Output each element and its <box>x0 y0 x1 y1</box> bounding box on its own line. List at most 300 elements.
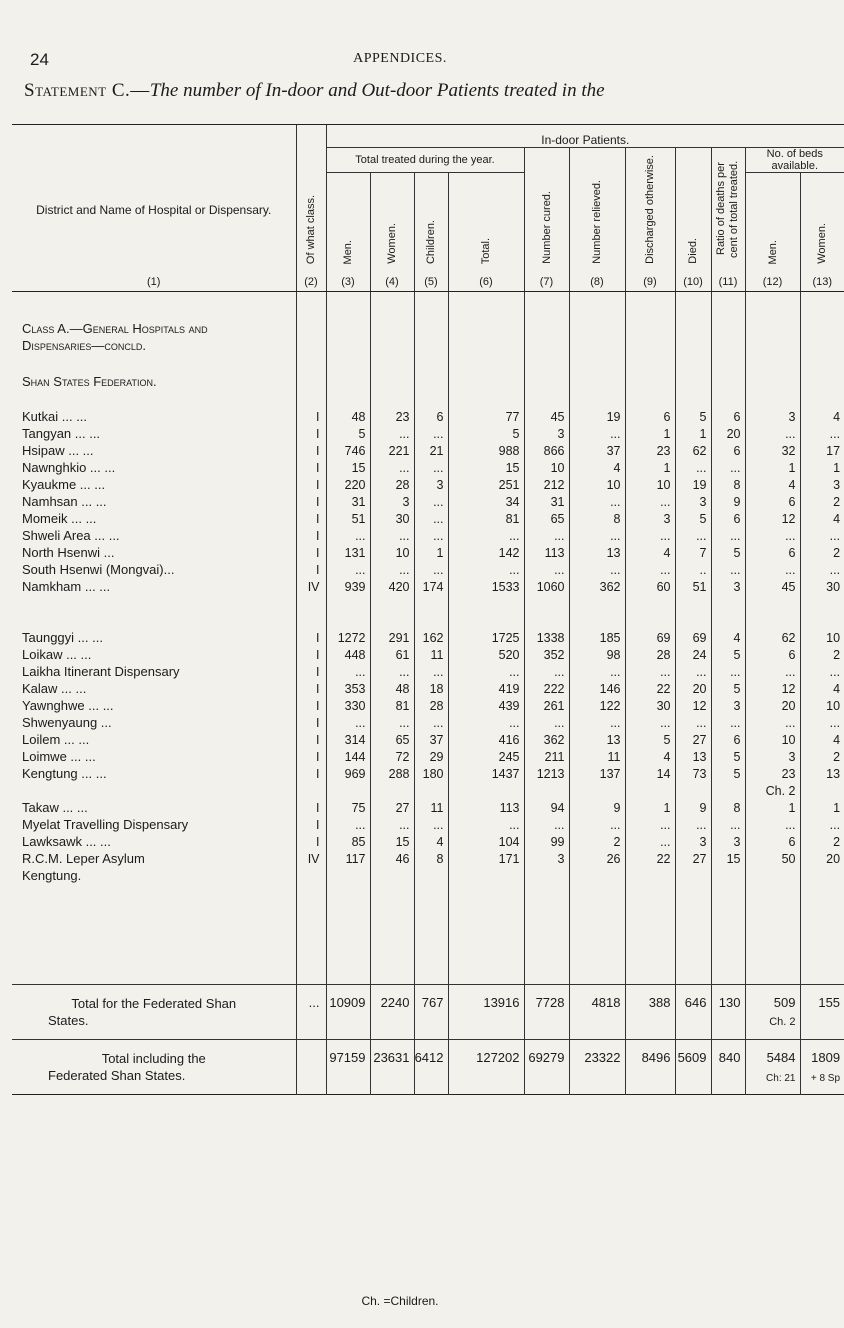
table-cell: ... <box>800 816 844 833</box>
table-cell: 113 <box>524 544 569 561</box>
table-cell: 185 <box>569 629 625 646</box>
table-cell: 27 <box>370 799 414 816</box>
table-cell: 98 <box>569 646 625 663</box>
table-cell: ... <box>370 425 414 442</box>
table-cell: 11 <box>414 799 448 816</box>
table-cell: 353 <box>326 680 370 697</box>
total-cell: 388 <box>648 995 671 1010</box>
table-cell: 1533 <box>448 578 524 595</box>
table-cell: 352 <box>524 646 569 663</box>
table-cell: 171 <box>448 850 524 867</box>
table-cell: 48 <box>370 680 414 697</box>
table-cell: 3 <box>711 697 745 714</box>
table-cell: ... <box>370 527 414 544</box>
table-cell: 15 <box>370 833 414 850</box>
col-cured-header: Number cured. <box>540 191 553 264</box>
table-cell: I <box>296 799 326 816</box>
table-cell: ... <box>448 816 524 833</box>
table-body <box>12 292 844 1095</box>
total-cell: 127202 <box>476 1050 520 1065</box>
spacer-row <box>12 884 844 985</box>
table-cell: 7 <box>675 544 711 561</box>
col-number: (5) <box>414 273 448 292</box>
table-cell: 314 <box>326 731 370 748</box>
table-cell: I <box>296 680 326 697</box>
total-label <box>12 1040 296 1095</box>
table-cell: 10 <box>370 544 414 561</box>
table-cell: 2 <box>800 544 844 561</box>
table-cell: 4 <box>414 833 448 850</box>
table-cell: 10 <box>800 697 844 714</box>
table-cell: I <box>296 714 326 731</box>
table-cell: ... <box>800 714 844 731</box>
col-ratio-header: Ratio of deaths per cent of total treated. <box>715 160 740 258</box>
table-cell: ... <box>370 714 414 731</box>
facility-name: Loikaw ... ... <box>22 647 92 662</box>
total-cell: 646 <box>684 995 707 1010</box>
table-cell: 50 <box>745 850 800 867</box>
table-cell: 51 <box>326 510 370 527</box>
table-cell: 220 <box>326 476 370 493</box>
col-number: (4) <box>370 273 414 292</box>
table-cell: 45 <box>524 408 569 425</box>
total-beds-men-note: Ch: 21 <box>766 1073 796 1084</box>
table-cell: 1 <box>745 459 800 476</box>
table-cell: ... <box>524 561 569 578</box>
table-cell: ... <box>370 816 414 833</box>
total-cell: 2240 <box>380 995 410 1010</box>
table-row <box>12 561 844 578</box>
table-cell: ... <box>370 561 414 578</box>
running-head: APPENDICES. <box>353 51 447 66</box>
total-label-line: Federated Shan States. <box>48 1068 186 1083</box>
table-cell: 65 <box>370 731 414 748</box>
table-cell: 11 <box>569 748 625 765</box>
table-cell: ... <box>800 527 844 544</box>
table-row <box>12 578 844 595</box>
table-cell: ... <box>414 714 448 731</box>
table-cell: 5 <box>711 646 745 663</box>
total-cell: ... <box>308 995 320 1010</box>
table-row <box>12 476 844 493</box>
col-number: (6) <box>448 273 524 292</box>
table-cell: 75 <box>326 799 370 816</box>
table-cell: 46 <box>370 850 414 867</box>
table-cell: 1 <box>625 799 675 816</box>
total-cell: 767 <box>421 995 444 1010</box>
table-cell: I <box>296 663 326 680</box>
table-cell: 1725 <box>448 629 524 646</box>
table-cell: ... <box>414 663 448 680</box>
facility-name: Kengtung ... ... <box>22 766 107 781</box>
table-cell: 1272 <box>326 629 370 646</box>
table-cell: 4 <box>800 680 844 697</box>
facility-name: R.C.M. Leper Asylum <box>22 851 145 866</box>
table-row <box>12 425 844 442</box>
table-cell: I <box>296 765 326 782</box>
table-cell: 4 <box>800 408 844 425</box>
table-cell: 221 <box>370 442 414 459</box>
total-label-line: Total for the Federated Shan <box>71 996 237 1011</box>
table-cell: 6 <box>711 408 745 425</box>
table-cell: 30 <box>800 578 844 595</box>
spacer-row <box>12 354 844 372</box>
col-beds-women-header: Women. <box>816 223 829 264</box>
table-cell: 1213 <box>524 765 569 782</box>
table-row <box>12 731 844 748</box>
col-number: (10) <box>675 273 711 292</box>
table-cell: ... <box>524 714 569 731</box>
table-cell: ... <box>414 527 448 544</box>
total-beds-note: Ch. 2 <box>769 1016 796 1028</box>
total-label-line: States. <box>48 1013 89 1028</box>
table-cell: IV <box>296 850 326 867</box>
table-cell: I <box>296 646 326 663</box>
table-cell: 9 <box>711 493 745 510</box>
table-cell: I <box>296 629 326 646</box>
table-cell: 419 <box>448 680 524 697</box>
table-cell: 1 <box>675 425 711 442</box>
table-cell: 3 <box>370 493 414 510</box>
table-cell: 6 <box>711 510 745 527</box>
table-cell: .. <box>675 561 711 578</box>
table-cell: 4 <box>745 476 800 493</box>
table-cell: 45 <box>745 578 800 595</box>
total-row <box>12 985 844 1040</box>
table-cell: 3 <box>524 425 569 442</box>
table-cell: 13 <box>800 765 844 782</box>
facility-name: Namhsan ... ... <box>22 494 107 509</box>
table-cell: 29 <box>414 748 448 765</box>
table-cell: 37 <box>569 442 625 459</box>
table-cell: ... <box>675 714 711 731</box>
table-cell: 3 <box>711 578 745 595</box>
table-cell: ... <box>414 425 448 442</box>
table-cell: 362 <box>569 578 625 595</box>
table-cell: 10 <box>745 731 800 748</box>
table-cell: 19 <box>675 476 711 493</box>
col-children-header: Children. <box>425 219 437 264</box>
col-women-header: Women. <box>386 223 398 264</box>
table-cell: 261 <box>524 697 569 714</box>
table-cell: 104 <box>448 833 524 850</box>
table-cell: I <box>296 510 326 527</box>
table-cell: ... <box>569 663 625 680</box>
table-cell: 2 <box>800 646 844 663</box>
table-cell: 6 <box>745 646 800 663</box>
table-cell: 6 <box>414 408 448 425</box>
table-cell: ... <box>569 527 625 544</box>
table-cell: 291 <box>370 629 414 646</box>
table-cell: 4 <box>800 510 844 527</box>
total-cell: 840 <box>718 1050 741 1065</box>
table-cell: 251 <box>448 476 524 493</box>
table-cell: 3 <box>675 493 711 510</box>
table-row <box>12 816 844 833</box>
table-row <box>12 629 844 646</box>
table-cell: 6 <box>625 408 675 425</box>
table-cell: 8 <box>569 510 625 527</box>
table-cell: ... <box>800 561 844 578</box>
facility-name: Myelat Travelling Dispensary <box>22 817 189 832</box>
table-cell: 746 <box>326 442 370 459</box>
table-cell: ... <box>448 714 524 731</box>
table-cell: 13 <box>569 544 625 561</box>
table-cell: I <box>296 544 326 561</box>
col-class-header: Of what class. <box>305 194 317 264</box>
table-cell: ... <box>745 527 800 544</box>
table-cell: 4 <box>625 748 675 765</box>
class-heading: Class A.—General Hospitals and Dispensaries—concld. <box>22 321 208 353</box>
table-cell: 20 <box>675 680 711 697</box>
table-cell: 20 <box>711 425 745 442</box>
facility-name: Momeik ... ... <box>22 511 97 526</box>
table-cell: ... <box>414 816 448 833</box>
table-cell: 420 <box>370 578 414 595</box>
table-cell: 988 <box>448 442 524 459</box>
table-cell: 174 <box>414 578 448 595</box>
table-cell: ... <box>745 425 800 442</box>
facility-name: Shwenyaung ... <box>22 715 112 730</box>
table-cell: 122 <box>569 697 625 714</box>
statement-lead: Statement C.— <box>24 80 150 101</box>
table-cell: ... <box>675 527 711 544</box>
table-cell: ... <box>625 816 675 833</box>
table-cell: 4 <box>625 544 675 561</box>
total-cell: 5484 <box>766 1050 796 1065</box>
table-cell: I <box>296 561 326 578</box>
facility-name: Kyaukme ... ... <box>22 477 106 492</box>
table-cell: I <box>296 425 326 442</box>
table-cell: 3 <box>675 833 711 850</box>
page-number: 24 <box>30 50 49 69</box>
table-cell: 15 <box>448 459 524 476</box>
table-cell: ... <box>414 510 448 527</box>
table-cell: I <box>296 442 326 459</box>
table-cell: 31 <box>524 493 569 510</box>
table-cell: I <box>296 731 326 748</box>
table-cell: ... <box>569 493 625 510</box>
table-cell: 1 <box>800 799 844 816</box>
table-cell: 5 <box>625 731 675 748</box>
table-cell: 27 <box>675 850 711 867</box>
class-heading-row <box>12 320 844 354</box>
col-died-header: Died. <box>687 238 699 264</box>
table-cell: 10 <box>800 629 844 646</box>
table-cell: 23 <box>370 408 414 425</box>
table-row <box>12 459 844 476</box>
table-cell: I <box>296 816 326 833</box>
beds-group-header: No. of beds available. <box>745 148 844 173</box>
table-cell: 142 <box>448 544 524 561</box>
table-cell: ... <box>711 561 745 578</box>
table-cell: 27 <box>675 731 711 748</box>
table-cell: 5 <box>675 408 711 425</box>
table-cell: 13 <box>675 748 711 765</box>
table-cell: 330 <box>326 697 370 714</box>
table-cell: 94 <box>524 799 569 816</box>
table-cell: 3 <box>745 748 800 765</box>
table-cell: 5 <box>711 748 745 765</box>
table-cell: 969 <box>326 765 370 782</box>
table-row <box>12 442 844 459</box>
facility-name: Hsipaw ... ... <box>22 443 94 458</box>
table-cell: ... <box>569 816 625 833</box>
col-number: (8) <box>569 273 625 292</box>
table-cell: 18 <box>414 680 448 697</box>
table-cell: 866 <box>524 442 569 459</box>
table-row <box>12 748 844 765</box>
facility-name: Tangyan ... ... <box>22 426 101 441</box>
table-cell: 3 <box>711 833 745 850</box>
federation-heading-row <box>12 372 844 390</box>
table-cell: 22 <box>625 680 675 697</box>
facility-name: Namkham ... ... <box>22 579 111 594</box>
table-cell: ... <box>675 663 711 680</box>
table-cell: 72 <box>370 748 414 765</box>
table-cell: ... <box>569 561 625 578</box>
table-cell: 4 <box>569 459 625 476</box>
total-cell: 130 <box>718 995 741 1010</box>
spacer-row <box>12 292 844 321</box>
table-cell: 23 <box>745 765 800 782</box>
total-beds-women-note: + 8 Sp <box>810 1073 841 1084</box>
table-row <box>12 765 844 782</box>
table-cell: ... <box>569 714 625 731</box>
table-cell: 2 <box>800 833 844 850</box>
total-cell: 8496 <box>641 1050 671 1065</box>
table-cell: I <box>296 697 326 714</box>
table-cell: I <box>296 833 326 850</box>
spacer-row <box>12 595 844 629</box>
table-cell: ... <box>414 493 448 510</box>
table-cell: ... <box>326 561 370 578</box>
table-cell: ... <box>326 816 370 833</box>
table-cell: 113 <box>448 799 524 816</box>
table-cell: 28 <box>414 697 448 714</box>
facility-name: Takaw ... ... <box>22 800 88 815</box>
table-cell: 26 <box>569 850 625 867</box>
table-cell: ... <box>800 663 844 680</box>
total-cell: 509 <box>773 995 796 1010</box>
table-cell: ... <box>625 493 675 510</box>
table-cell: 3 <box>625 510 675 527</box>
table-cell: ... <box>524 663 569 680</box>
table-cell: 131 <box>326 544 370 561</box>
table-cell: 23 <box>625 442 675 459</box>
table-cell: 19 <box>569 408 625 425</box>
col-number: (7) <box>524 273 569 292</box>
table-cell: 245 <box>448 748 524 765</box>
table-cell: ... <box>745 816 800 833</box>
table-cell: 32 <box>745 442 800 459</box>
table-row <box>12 544 844 561</box>
table-cell: 60 <box>625 578 675 595</box>
facility-name: Laikha Itinerant Dispensary <box>22 664 180 679</box>
table-cell: 62 <box>745 629 800 646</box>
table-cell: 5 <box>711 680 745 697</box>
table-cell: 416 <box>448 731 524 748</box>
table-cell: 117 <box>326 850 370 867</box>
total-row <box>12 1040 844 1095</box>
table-cell: 1060 <box>524 578 569 595</box>
table-cell: 13 <box>569 731 625 748</box>
total-cell: 97159 <box>329 1050 366 1065</box>
table-cell: ... <box>326 527 370 544</box>
table-cell: 146 <box>569 680 625 697</box>
col-number: (3) <box>326 273 370 292</box>
table-cell: 5 <box>711 544 745 561</box>
table-cell: 5 <box>448 425 524 442</box>
column-number-row <box>12 273 844 292</box>
table-cell: ... <box>448 561 524 578</box>
total-cell: 7728 <box>535 995 565 1010</box>
facility-name: Kalaw ... ... <box>22 681 87 696</box>
table-cell: I <box>296 408 326 425</box>
table-cell: 1 <box>625 459 675 476</box>
total-cell: 23322 <box>584 1050 621 1065</box>
table-cell: IV <box>296 578 326 595</box>
table-cell: 81 <box>448 510 524 527</box>
table-cell: 30 <box>370 510 414 527</box>
facility-name: Loimwe ... ... <box>22 749 96 764</box>
total-cell: 23631 <box>373 1050 410 1065</box>
statement-caption: The number of In-door and Out-door Patients treated in the <box>149 80 605 101</box>
table-cell: ... <box>675 816 711 833</box>
table-cell: 162 <box>414 629 448 646</box>
table-cell: ... <box>524 816 569 833</box>
table-row <box>12 850 844 867</box>
table-cell: 3 <box>414 476 448 493</box>
table-cell: 4 <box>711 629 745 646</box>
in-door-band: In-door Patients. <box>326 125 844 148</box>
table-cell: 15 <box>326 459 370 476</box>
table-cell: 17 <box>800 442 844 459</box>
col-number: (13) <box>800 273 844 292</box>
table-cell: 28 <box>370 476 414 493</box>
table-cell: 21 <box>414 442 448 459</box>
table-cell: ... <box>414 459 448 476</box>
table-cell: 8 <box>414 850 448 867</box>
table-row <box>12 646 844 663</box>
table-cell: ... <box>448 527 524 544</box>
table-cell: 520 <box>448 646 524 663</box>
table-cell: ... <box>711 663 745 680</box>
table-cell: 61 <box>370 646 414 663</box>
table-cell: ... <box>625 663 675 680</box>
table-cell: 31 <box>326 493 370 510</box>
table-cell: 9 <box>569 799 625 816</box>
table-cell: ... <box>675 459 711 476</box>
col-number: (12) <box>745 273 800 292</box>
table-cell: 73 <box>675 765 711 782</box>
table-cell: 11 <box>414 646 448 663</box>
col-men-header: Men. <box>342 239 354 264</box>
footnote: Ch. =Children. <box>361 1294 439 1308</box>
table-cell: 1 <box>625 425 675 442</box>
table-cell: 77 <box>448 408 524 425</box>
table-cell: 62 <box>675 442 711 459</box>
table-cell: 9 <box>675 799 711 816</box>
table-cell: ... <box>625 833 675 850</box>
table-cell: 37 <box>414 731 448 748</box>
table-cell: 6 <box>745 544 800 561</box>
table-cell: 24 <box>675 646 711 663</box>
facility-name: Loilem ... ... <box>22 732 90 747</box>
table-cell: ... <box>625 714 675 731</box>
kengtung-beds-note: Ch. 2 <box>745 782 800 799</box>
table-cell: I <box>296 748 326 765</box>
